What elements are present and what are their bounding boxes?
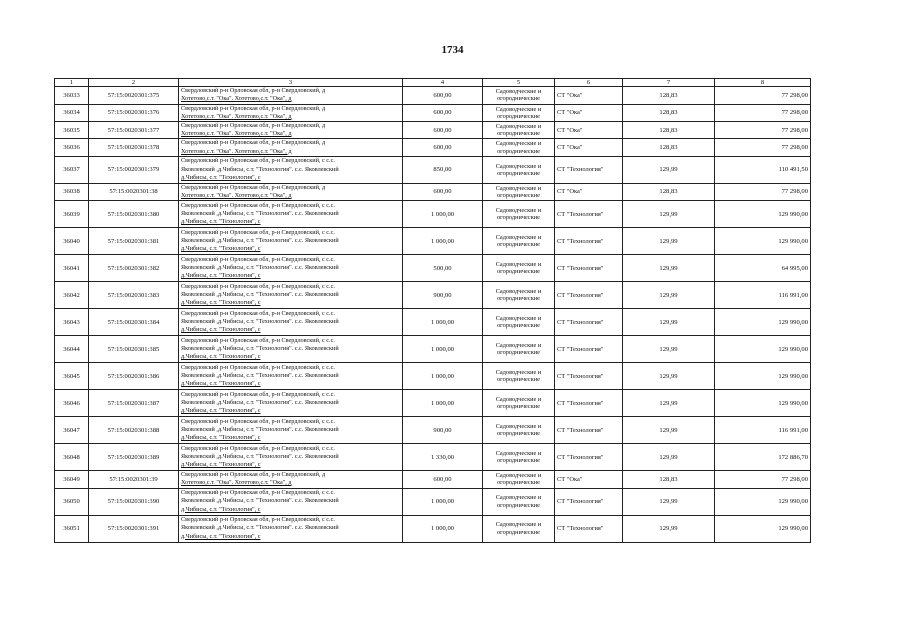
column-header: 8 — [715, 79, 811, 87]
area-value: 850,00 — [403, 156, 483, 183]
land-use-line: огороднические — [497, 430, 540, 438]
organization-name: СТ "Технология" — [555, 201, 623, 228]
unit-value: 129,99 — [623, 201, 715, 228]
table-row — [55, 390, 811, 417]
cadastral-number: 57:15:0020301:38 — [89, 183, 179, 200]
column-header: 3 — [179, 79, 403, 87]
cadastral-number: 57:15:0020301:379 — [89, 156, 179, 183]
cadastral-number: 57:15:0020301:383 — [89, 282, 179, 309]
unit-value: 128,83 — [623, 471, 715, 488]
cadastral-cost: 129 990,00 — [715, 363, 811, 390]
cadastral-cost: 77 298,00 — [715, 104, 811, 121]
land-use-line: огороднические — [497, 376, 540, 384]
address-cell — [179, 87, 403, 104]
cadastral-number: 57:15:0020301:388 — [89, 417, 179, 444]
unit-value: 129,99 — [623, 444, 715, 471]
table-row — [55, 309, 811, 336]
table-row — [55, 515, 811, 542]
column-header: 2 — [89, 79, 179, 87]
organization-name: СТ "Технология" — [555, 156, 623, 183]
address-line: д.Чибисы, с.т. "Технология", с — [181, 326, 261, 334]
unit-value: 129,99 — [623, 336, 715, 363]
table-row — [55, 363, 811, 390]
address-line: д.Чибисы, с.т. "Технология", с — [181, 353, 261, 361]
land-use-cell — [483, 255, 555, 282]
land-use-cell — [483, 228, 555, 255]
land-use-line: Садоводческие и — [495, 162, 542, 170]
table-row — [55, 156, 811, 183]
row-number: 36043 — [55, 309, 89, 336]
address-line: Яковлевский ,д.Чибисы, с.т. "Технология". с.с. Яковлевский — [181, 210, 339, 218]
area-value: 600,00 — [403, 183, 483, 200]
address-cell — [179, 228, 403, 255]
land-use-line: Садоводческие и — [495, 341, 542, 349]
cadastral-number: 57:15:0020301:390 — [89, 488, 179, 515]
land-use-line: огороднические — [497, 95, 540, 103]
land-use-line: Садоводческие и — [495, 368, 542, 376]
area-value: 1 000,00 — [403, 336, 483, 363]
land-use-line: огороднические — [497, 528, 540, 536]
table-row — [55, 201, 811, 228]
land-use-line: огороднические — [497, 457, 540, 465]
land-use-line: огороднические — [497, 214, 540, 222]
cadastral-number: 57:15:0020301:387 — [89, 390, 179, 417]
land-use-line: Садоводческие и — [495, 395, 542, 403]
organization-name: СТ "Технология" — [555, 255, 623, 282]
table-body — [55, 87, 811, 542]
cadastral-cost: 77 298,00 — [715, 183, 811, 200]
address-line: Яковлевский ,д.Чибисы, с.т. "Технология". с.с. Яковлевский — [181, 372, 339, 380]
land-use-line: Садоводческие и — [495, 233, 542, 241]
address-cell — [179, 309, 403, 336]
organization-name: СТ "Ока" — [555, 139, 623, 156]
area-value: 1 000,00 — [403, 363, 483, 390]
table-row — [55, 87, 811, 104]
land-register-table — [54, 78, 811, 543]
address-line: Хотетово,с.т. "Ока". Хотетово,с.т. "Ока", д — [181, 95, 292, 103]
address-line: Свердловский р-н Орловская обл, р-н Свердловский, д — [181, 471, 326, 479]
area-value: 500,00 — [403, 255, 483, 282]
unit-value: 129,99 — [623, 255, 715, 282]
land-use-line: Садоводческие и — [495, 105, 542, 113]
area-value: 1 000,00 — [403, 488, 483, 515]
address-line: д.Чибисы, с.т. "Технология", с — [181, 380, 261, 388]
address-line: Яковлевский ,д.Чибисы, с.т. "Технология". с.с. Яковлевский — [181, 318, 339, 326]
address-line: Свердловский р-н Орловская обл, р-н Свердловский, с с.с. — [181, 489, 335, 497]
row-number: 36035 — [55, 121, 89, 138]
column-header: 4 — [403, 79, 483, 87]
row-number: 36039 — [55, 201, 89, 228]
cadastral-cost: 116 991,00 — [715, 417, 811, 444]
address-line: д.Чибисы, с.т. "Технология", с — [181, 532, 261, 540]
address-line: Хотетово,с.т. "Ока". Хотетово,с.т. "Ока", д — [181, 112, 292, 120]
organization-name: СТ "Технология" — [555, 309, 623, 336]
area-value: 600,00 — [403, 121, 483, 138]
cadastral-number: 57:15:0020301:380 — [89, 201, 179, 228]
land-use-line: Садоводческие и — [495, 494, 542, 502]
cadastral-cost: 129 990,00 — [715, 488, 811, 515]
table-row — [55, 228, 811, 255]
cadastral-cost: 129 990,00 — [715, 201, 811, 228]
address-line: Свердловский р-н Орловская обл, р-н Свердловский, с с.с. — [181, 417, 335, 425]
unit-value: 128,83 — [623, 183, 715, 200]
row-number: 36033 — [55, 87, 89, 104]
table-row — [55, 121, 811, 138]
cadastral-cost: 116 991,00 — [715, 282, 811, 309]
cadastral-cost: 77 298,00 — [715, 139, 811, 156]
land-use-line: огороднические — [497, 403, 540, 411]
cadastral-number: 57:15:0020301:386 — [89, 363, 179, 390]
row-number: 36040 — [55, 228, 89, 255]
land-use-cell — [483, 121, 555, 138]
unit-value: 129,99 — [623, 156, 715, 183]
column-number-row — [55, 79, 811, 87]
row-number: 36047 — [55, 417, 89, 444]
cadastral-cost: 129 990,00 — [715, 390, 811, 417]
address-line: Хотетово,с.т. "Ока". Хотетово,с.т. "Ока", д — [181, 130, 292, 138]
address-line: Свердловский р-н Орловская обл, р-н Свердловский, с с.с. — [181, 363, 335, 371]
address-line: Яковлевский ,д.Чибисы, с.т. "Технология". с.с. Яковлевский — [181, 524, 339, 532]
land-use-line: Садоводческие и — [495, 122, 542, 130]
address-cell — [179, 255, 403, 282]
organization-name: СТ "Технология" — [555, 515, 623, 542]
address-line: д.Чибисы, с.т. "Технология", с — [181, 272, 261, 280]
address-line: Свердловский р-н Орловская обл, р-н Свердловский, д — [181, 183, 326, 191]
cadastral-number: 57:15:0020301:39 — [89, 471, 179, 488]
address-line: Свердловский р-н Орловская обл, р-н Свердловский, с с.с. — [181, 201, 335, 209]
table-row — [55, 255, 811, 282]
cadastral-number: 57:15:0020301:375 — [89, 87, 179, 104]
row-number: 36036 — [55, 139, 89, 156]
unit-value: 129,99 — [623, 515, 715, 542]
organization-name: СТ "Технология" — [555, 488, 623, 515]
organization-name: СТ "Ока" — [555, 121, 623, 138]
address-cell — [179, 417, 403, 444]
cadastral-cost: 77 298,00 — [715, 471, 811, 488]
table-row — [55, 336, 811, 363]
address-line: Свердловский р-н Орловская обл, р-н Свердловский, д — [181, 87, 326, 95]
land-use-line: огороднические — [497, 268, 540, 276]
area-value: 900,00 — [403, 417, 483, 444]
address-line: Яковлевский ,д.Чибисы, с.т. "Технология". с.с. Яковлевский — [181, 426, 339, 434]
address-line: Свердловский р-н Орловская обл, р-н Свердловский, с с.с. — [181, 390, 335, 398]
land-use-line: огороднические — [497, 501, 540, 509]
address-line: Свердловский р-н Орловская обл, р-н Свердловский, с с.с. — [181, 255, 335, 263]
row-number: 36041 — [55, 255, 89, 282]
land-use-cell — [483, 183, 555, 200]
address-line: д.Чибисы, с.т. "Технология", с — [181, 245, 261, 253]
land-use-line: Садоводческие и — [495, 184, 542, 192]
unit-value: 129,99 — [623, 417, 715, 444]
address-line: Яковлевский ,д.Чибисы, с.т. "Технология". с.с. Яковлевский — [181, 264, 339, 272]
land-use-line: Садоводческие и — [495, 88, 542, 96]
area-value: 1 000,00 — [403, 390, 483, 417]
row-number: 36051 — [55, 515, 89, 542]
address-line: Яковлевский ,д.Чибисы, с.т. "Технология". с.с. Яковлевский — [181, 165, 339, 173]
area-value: 1 000,00 — [403, 201, 483, 228]
address-line: Свердловский р-н Орловская обл, р-н Свердловский, с с.с. — [181, 282, 335, 290]
address-line: Яковлевский ,д.Чибисы, с.т. "Технология". с.с. Яковлевский — [181, 399, 339, 407]
cadastral-cost: 77 298,00 — [715, 87, 811, 104]
area-value: 600,00 — [403, 104, 483, 121]
address-cell — [179, 390, 403, 417]
address-cell — [179, 201, 403, 228]
address-cell — [179, 139, 403, 156]
cadastral-cost: 129 990,00 — [715, 228, 811, 255]
unit-value: 129,99 — [623, 309, 715, 336]
unit-value: 129,99 — [623, 363, 715, 390]
address-line: д.Чибисы, с.т. "Технология", с — [181, 218, 261, 226]
unit-value: 128,83 — [623, 121, 715, 138]
address-line: д.Чибисы, с.т. "Технология", с — [181, 461, 261, 469]
organization-name: СТ "Технология" — [555, 228, 623, 255]
land-use-line: огороднические — [497, 191, 540, 199]
land-use-line: Садоводческие и — [495, 449, 542, 457]
organization-name: СТ "Технология" — [555, 390, 623, 417]
organization-name: СТ "Ока" — [555, 104, 623, 121]
land-use-cell — [483, 390, 555, 417]
address-line: Свердловский р-н Орловская обл, р-н Свердловский, с с.с. — [181, 309, 335, 317]
cadastral-number: 57:15:0020301:377 — [89, 121, 179, 138]
cadastral-number: 57:15:0020301:385 — [89, 336, 179, 363]
row-number: 36044 — [55, 336, 89, 363]
unit-value: 129,99 — [623, 282, 715, 309]
column-header: 5 — [483, 79, 555, 87]
address-line: Свердловский р-н Орловская обл, р-н Свердловский, д — [181, 139, 326, 147]
cadastral-number: 57:15:0020301:378 — [89, 139, 179, 156]
row-number: 36049 — [55, 471, 89, 488]
land-use-line: огороднические — [497, 241, 540, 249]
table-row — [55, 183, 811, 200]
land-use-line: огороднические — [497, 130, 540, 138]
land-use-cell — [483, 87, 555, 104]
cadastral-number: 57:15:0020301:381 — [89, 228, 179, 255]
organization-name: СТ "Технология" — [555, 417, 623, 444]
address-line: д.Чибисы, с.т. "Технология", с — [181, 407, 261, 415]
area-value: 600,00 — [403, 471, 483, 488]
land-use-line: Садоводческие и — [495, 140, 542, 148]
address-line: д.Чибисы, с.т. "Технология", с — [181, 434, 261, 442]
address-line: Хотетово,с.т. "Ока". Хотетово,с.т. "Ока", д — [181, 479, 292, 487]
cadastral-number: 57:15:0020301:384 — [89, 309, 179, 336]
land-use-cell — [483, 417, 555, 444]
address-cell — [179, 183, 403, 200]
column-header: 6 — [555, 79, 623, 87]
address-cell — [179, 336, 403, 363]
address-line: Яковлевский ,д.Чибисы, с.т. "Технология". с.с. Яковлевский — [181, 237, 339, 245]
table-row — [55, 104, 811, 121]
address-line: Яковлевский ,д.Чибисы, с.т. "Технология". с.с. Яковлевский — [181, 453, 339, 461]
organization-name: СТ "Технология" — [555, 363, 623, 390]
organization-name: СТ "Технология" — [555, 444, 623, 471]
area-value: 600,00 — [403, 139, 483, 156]
address-line: Свердловский р-н Орловская обл, р-н Свердловский, с с.с. — [181, 157, 335, 165]
land-use-line: Садоводческие и — [495, 521, 542, 529]
address-line: Свердловский р-н Орловская обл, р-н Свердловский, с с.с. — [181, 336, 335, 344]
land-use-line: Садоводческие и — [495, 206, 542, 214]
row-number: 36038 — [55, 183, 89, 200]
land-use-cell — [483, 363, 555, 390]
land-use-line: Садоводческие и — [495, 287, 542, 295]
land-use-cell — [483, 156, 555, 183]
unit-value: 129,99 — [623, 488, 715, 515]
row-number: 36050 — [55, 488, 89, 515]
land-use-line: Садоводческие и — [495, 260, 542, 268]
address-cell — [179, 488, 403, 515]
address-line: д.Чибисы, с.т. "Технология", с — [181, 173, 261, 181]
unit-value: 128,83 — [623, 139, 715, 156]
row-number: 36048 — [55, 444, 89, 471]
column-header: 7 — [623, 79, 715, 87]
land-use-cell — [483, 139, 555, 156]
cadastral-cost: 129 990,00 — [715, 515, 811, 542]
address-cell — [179, 104, 403, 121]
table-row — [55, 488, 811, 515]
unit-value: 129,99 — [623, 390, 715, 417]
land-use-cell — [483, 471, 555, 488]
organization-name: СТ "Ока" — [555, 87, 623, 104]
address-cell — [179, 515, 403, 542]
address-line: Свердловский р-н Орловская обл, р-н Свердловский, с с.с. — [181, 516, 335, 524]
land-use-line: огороднические — [497, 295, 540, 303]
table-row — [55, 417, 811, 444]
land-use-cell — [483, 201, 555, 228]
address-line: Свердловский р-н Орловская обл, р-н Свердловский, с с.с. — [181, 444, 335, 452]
row-number: 36046 — [55, 390, 89, 417]
address-cell — [179, 121, 403, 138]
address-cell — [179, 156, 403, 183]
organization-name: СТ "Ока" — [555, 183, 623, 200]
cadastral-number: 57:15:0020301:389 — [89, 444, 179, 471]
land-use-line: огороднические — [497, 147, 540, 155]
land-use-line: огороднические — [497, 112, 540, 120]
address-cell — [179, 444, 403, 471]
land-use-cell — [483, 336, 555, 363]
cadastral-number: 57:15:0020301:382 — [89, 255, 179, 282]
land-use-line: огороднические — [497, 479, 540, 487]
address-line: Хотетово,с.т. "Ока". Хотетово,с.т. "Ока", д — [181, 147, 292, 155]
address-line: д.Чибисы, с.т. "Технология", с — [181, 505, 261, 513]
area-value: 1 000,00 — [403, 515, 483, 542]
address-cell — [179, 363, 403, 390]
address-line: Свердловский р-н Орловская обл, р-н Свердловский, д — [181, 104, 326, 112]
cadastral-cost: 110 491,50 — [715, 156, 811, 183]
cadastral-cost: 172 886,70 — [715, 444, 811, 471]
organization-name: СТ "Ока" — [555, 471, 623, 488]
cadastral-cost: 129 990,00 — [715, 336, 811, 363]
table-row — [55, 282, 811, 309]
area-value: 1 000,00 — [403, 309, 483, 336]
address-cell — [179, 282, 403, 309]
area-value: 900,00 — [403, 282, 483, 309]
address-line: Хотетово,с.т. "Ока". Хотетово,с.т. "Ока", д — [181, 191, 292, 199]
land-use-cell — [483, 444, 555, 471]
land-use-cell — [483, 104, 555, 121]
table-row — [55, 444, 811, 471]
land-use-cell — [483, 515, 555, 542]
land-use-cell — [483, 282, 555, 309]
cadastral-cost: 129 990,00 — [715, 309, 811, 336]
row-number: 36042 — [55, 282, 89, 309]
address-line: Яковлевский ,д.Чибисы, с.т. "Технология". с.с. Яковлевский — [181, 291, 339, 299]
organization-name: СТ "Технология" — [555, 336, 623, 363]
page-number: 1734 — [441, 44, 464, 56]
column-header: 1 — [55, 79, 89, 87]
land-use-cell — [483, 309, 555, 336]
land-use-line: Садоводческие и — [495, 314, 542, 322]
address-line: Яковлевский ,д.Чибисы, с.т. "Технология". с.с. Яковлевский — [181, 345, 339, 353]
unit-value: 128,83 — [623, 87, 715, 104]
address-cell — [179, 471, 403, 488]
land-use-line: огороднические — [497, 349, 540, 357]
cadastral-cost: 77 298,00 — [715, 121, 811, 138]
row-number: 36045 — [55, 363, 89, 390]
area-value: 600,00 — [403, 87, 483, 104]
address-line: д.Чибисы, с.т. "Технология", с — [181, 299, 261, 307]
land-use-cell — [483, 488, 555, 515]
cadastral-number: 57:15:0020301:391 — [89, 515, 179, 542]
organization-name: СТ "Технология" — [555, 282, 623, 309]
address-line: Свердловский р-н Орловская обл, р-н Свердловский, с с.с. — [181, 228, 335, 236]
row-number: 36037 — [55, 156, 89, 183]
land-use-line: Садоводческие и — [495, 422, 542, 430]
address-line: Свердловский р-н Орловская обл, р-н Свердловский, д — [181, 121, 326, 129]
area-value: 1 000,00 — [403, 228, 483, 255]
land-use-line: Садоводческие и — [495, 472, 542, 480]
land-use-line: огороднические — [497, 322, 540, 330]
cadastral-number: 57:15:0020301:376 — [89, 104, 179, 121]
table-row — [55, 139, 811, 156]
row-number: 36034 — [55, 104, 89, 121]
unit-value: 129,99 — [623, 228, 715, 255]
table-row — [55, 471, 811, 488]
unit-value: 128,83 — [623, 104, 715, 121]
cadastral-cost: 64 995,00 — [715, 255, 811, 282]
land-use-line: огороднические — [497, 169, 540, 177]
address-line: Яковлевский ,д.Чибисы, с.т. "Технология". с.с. Яковлевский — [181, 497, 339, 505]
area-value: 1 330,00 — [403, 444, 483, 471]
